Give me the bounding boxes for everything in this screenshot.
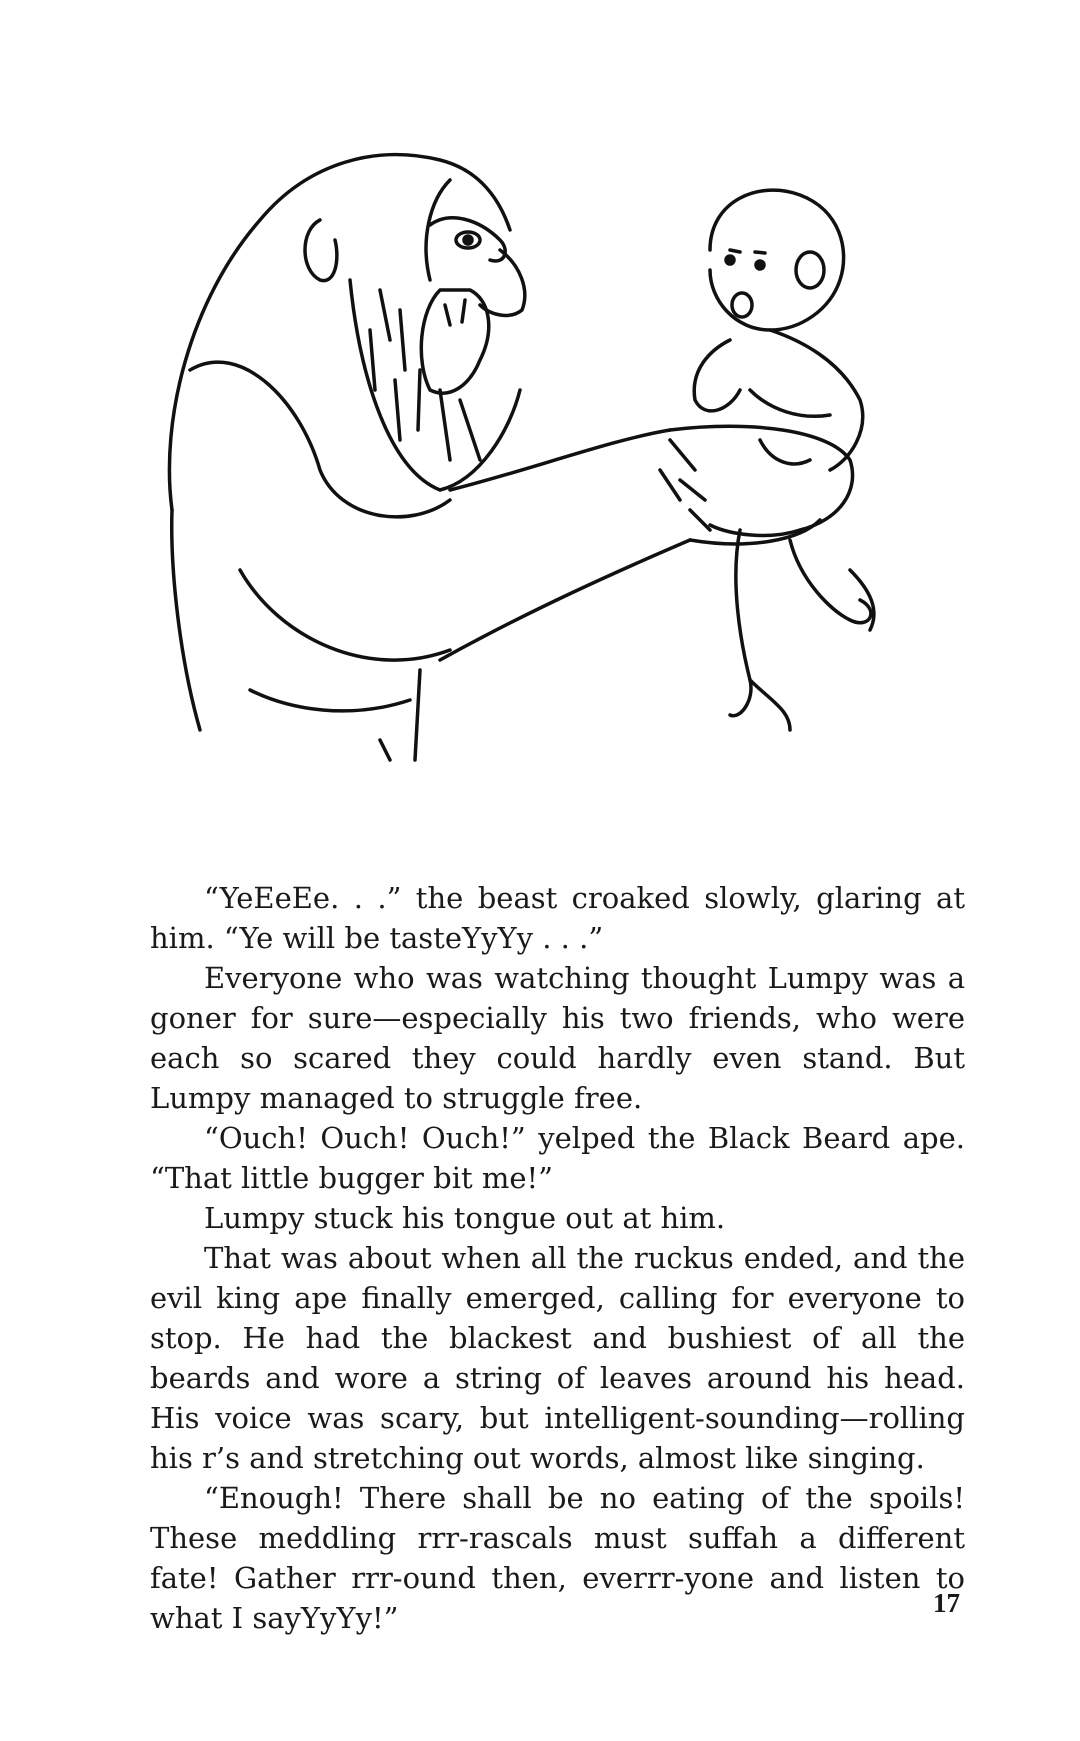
gorilla-holding-baby-illustration [150,140,980,840]
paragraph: “Ouch! Ouch! Ouch!” yelped the Black Beard ape. “That little bugger bit me!” [150,1121,965,1195]
paragraph: Everyone who was watching thought Lumpy was a goner for sure—especially his two friends, who were each so scared they could hardly even stand. But Lumpy managed to struggle free. [150,961,965,1115]
paragraph: “Enough! There shall be no eating of the spoils! These meddling rrr-rascals must suffah a different fate! Gather rrr-ound then, everrr-yone and listen to what I sayYyYy!” [150,1481,965,1635]
story-text [150,878,965,1638]
paragraph: “YeEeEe. . .” the beast croaked slowly, glaring at him. “Ye will be tasteYyYy . . .” [150,881,965,955]
paragraph: That was about when all the ruckus ended, and the evil king ape finally emerged, calling for everyone to stop. He had the blackest and bushiest of all the beards and wore a string of leaves around his head. His voice was scary, but intelligent-sounding—rolling his r’s and stretching out words, almost like singing. [150,1241,965,1475]
page-number: 17 [933,1588,960,1618]
paragraph: Lumpy stuck his tongue out at him. [204,1201,726,1235]
